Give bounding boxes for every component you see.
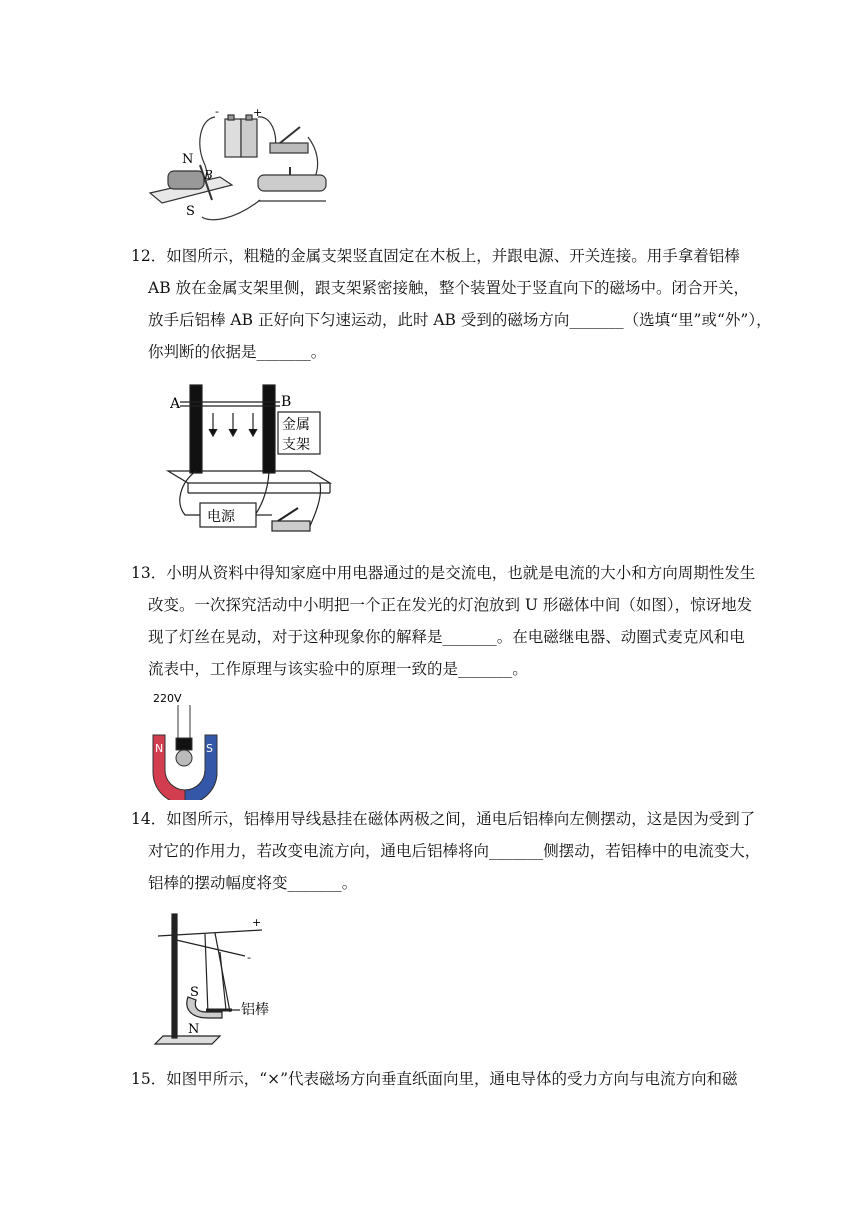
q12-line: 放手后铝棒 AB 正好向下匀速运动，此时 AB 受到的磁场方向_______（选填“里”或“外”），	[148, 311, 772, 329]
fig14-n-label: N	[188, 1022, 200, 1037]
question-15	[131, 1063, 738, 1095]
q13-line: 现了灯丝在晃动，对于这种现象你的解释是_______。在电磁继电器、动圈式麦克风和电	[148, 628, 745, 646]
q13-line: 13．小明从资料中得知家庭中用电器通过的是交流电，也就是电流的大小和方向周期性发生	[131, 564, 756, 582]
fig13-s-label: S	[206, 742, 213, 755]
q14-line: 14．如图所示，铝棒用导线悬挂在磁体两极之间，通电后铝棒向左侧摆动，这是因为受到了	[131, 810, 756, 828]
fig12-frame-label: 支架	[282, 437, 310, 453]
q13-line: 改变。一次探究活动中小明把一个正在发光的灯泡放到 U 形磁体中间（如图），惊讶地发	[148, 596, 753, 614]
fig13-n-label: N	[155, 742, 164, 755]
fig14-minus-label: -	[247, 951, 251, 964]
fig11-minus-label: -	[215, 105, 219, 118]
question-14	[131, 803, 761, 899]
figure-q12-metal-frame	[160, 383, 340, 543]
q12-line: 你判断的依据是_______。	[148, 343, 327, 361]
figure-q11-circuit	[140, 105, 340, 230]
fig12-b-label: B	[281, 394, 292, 410]
figure-q14-suspended-rod	[150, 912, 270, 1054]
q14-line: 对它的作用力，若改变电流方向，通电后铝棒将向_______侧摆动，若铝棒中的电流变大，	[148, 842, 761, 860]
question-13	[131, 557, 756, 685]
fig11-plus-label: +	[253, 106, 263, 119]
fig13-voltage-label: 220V	[153, 692, 182, 705]
fig12-metal-label: 金属	[282, 417, 310, 433]
fig14-plus-label: +	[252, 916, 262, 929]
fig12-power-label: 电源	[207, 509, 235, 525]
q12-line: AB 放在金属支架里侧，跟支架紧密接触，整个装置处于竖直向下的磁场中。闭合开关，	[148, 279, 750, 297]
fig11-b-label: B	[204, 168, 213, 182]
fig14-rod-label: 铝棒	[241, 1002, 269, 1018]
fig14-s-label: S	[190, 985, 199, 1000]
q12-line: 12．如图所示，粗糙的金属支架竖直固定在木板上，并跟电源、开关连接。用手拿着铝棒	[131, 247, 740, 265]
fig12-a-label: A	[170, 396, 181, 412]
q15-line: 15．如图甲所示，“×”代表磁场方向垂直纸面向里，通电导体的受力方向与电流方向和磁	[131, 1070, 738, 1088]
fig11-s-label: S	[186, 204, 195, 219]
q13-line: 流表中，工作原理与该实验中的原理一致的是_______。	[148, 660, 528, 678]
q14-line: 铝棒的摆动幅度将变_______。	[148, 874, 358, 892]
figure-q13-bulb-magnet	[148, 690, 228, 800]
fig11-n-label: N	[182, 152, 194, 167]
question-12	[131, 240, 772, 368]
